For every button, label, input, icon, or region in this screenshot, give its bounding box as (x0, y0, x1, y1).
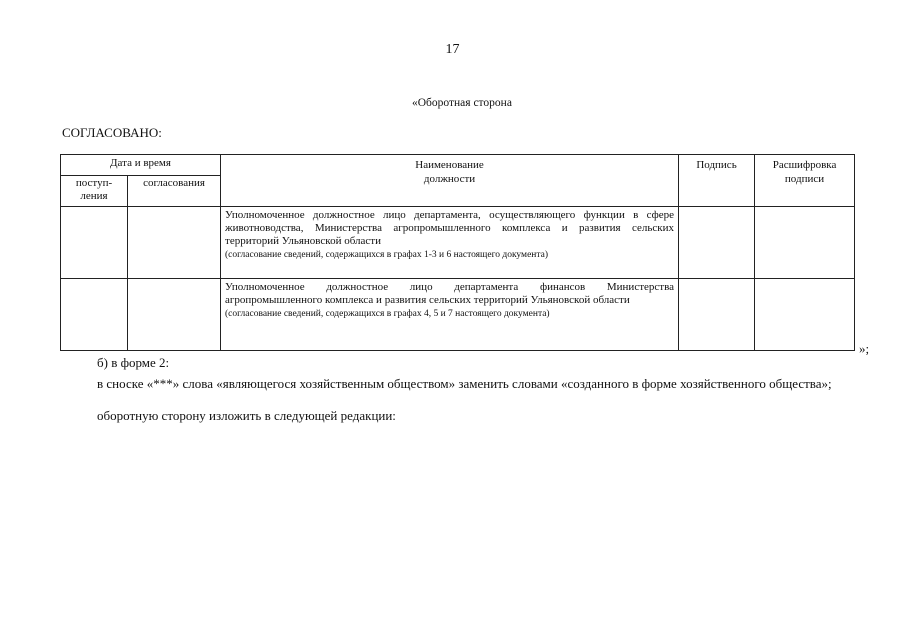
approval-table (60, 154, 855, 351)
cell-position (221, 279, 679, 351)
table-row (61, 279, 855, 351)
table-header-row (61, 155, 855, 176)
position-note: (согласование сведений, содержащихся в графах 1-3 и 6 настоящего документа) (225, 250, 549, 260)
closing-quote: »; (859, 341, 870, 356)
cell-approved (128, 279, 221, 351)
cell-position (221, 207, 679, 279)
cell-signature-decode (755, 207, 855, 279)
header-signature-decode-text: Расшифровка подписи (772, 159, 837, 185)
agreed-label: СОГЛАСОВАНО: (62, 125, 162, 140)
header-received (61, 176, 128, 207)
form2-line: б) в форме 2: (97, 355, 170, 370)
header-position-name-text: Наименование должности (415, 159, 484, 185)
page-number: 17 (445, 42, 460, 57)
cell-approved (128, 207, 221, 279)
cell-signature-decode (755, 279, 855, 351)
header-signature-decode (755, 155, 855, 207)
header-received-text: поступ- ления (75, 177, 113, 202)
table-row (61, 207, 855, 279)
position-text: Уполномоченное должностное лицо департамента финансов Министерства агропромышленного комплекса и развития сельских территорий Ульяновской области (225, 281, 675, 306)
reverse-side-heading: «Оборотная сторона (412, 97, 512, 109)
position-note: (согласование сведений, содержащихся в графах 4, 5 и 7 настоящего документа) (225, 309, 550, 319)
header-signature: Подпись (679, 155, 755, 207)
header-approved: согласования (128, 176, 221, 207)
header-date-time: Дата и время (61, 155, 221, 176)
header-position-name (221, 155, 679, 207)
cell-signature (679, 279, 755, 351)
cell-signature (679, 207, 755, 279)
position-text: Уполномоченное должностное лицо департамента, осуществляющего функции в сфере животноводства, Министерства агропромышленного комплекса и развития сельских территорий Ульяновской области (225, 209, 675, 247)
cell-received (61, 207, 128, 279)
cell-received (61, 279, 128, 351)
reverse-side-change-line: оборотную сторону изложить в следующей редакции: (97, 408, 396, 423)
footnote-change-paragraph: в сноске «***» слова «являющегося хозяйственным обществом» заменить словами «созданного в форме хозяйственного общества»; (97, 376, 832, 391)
